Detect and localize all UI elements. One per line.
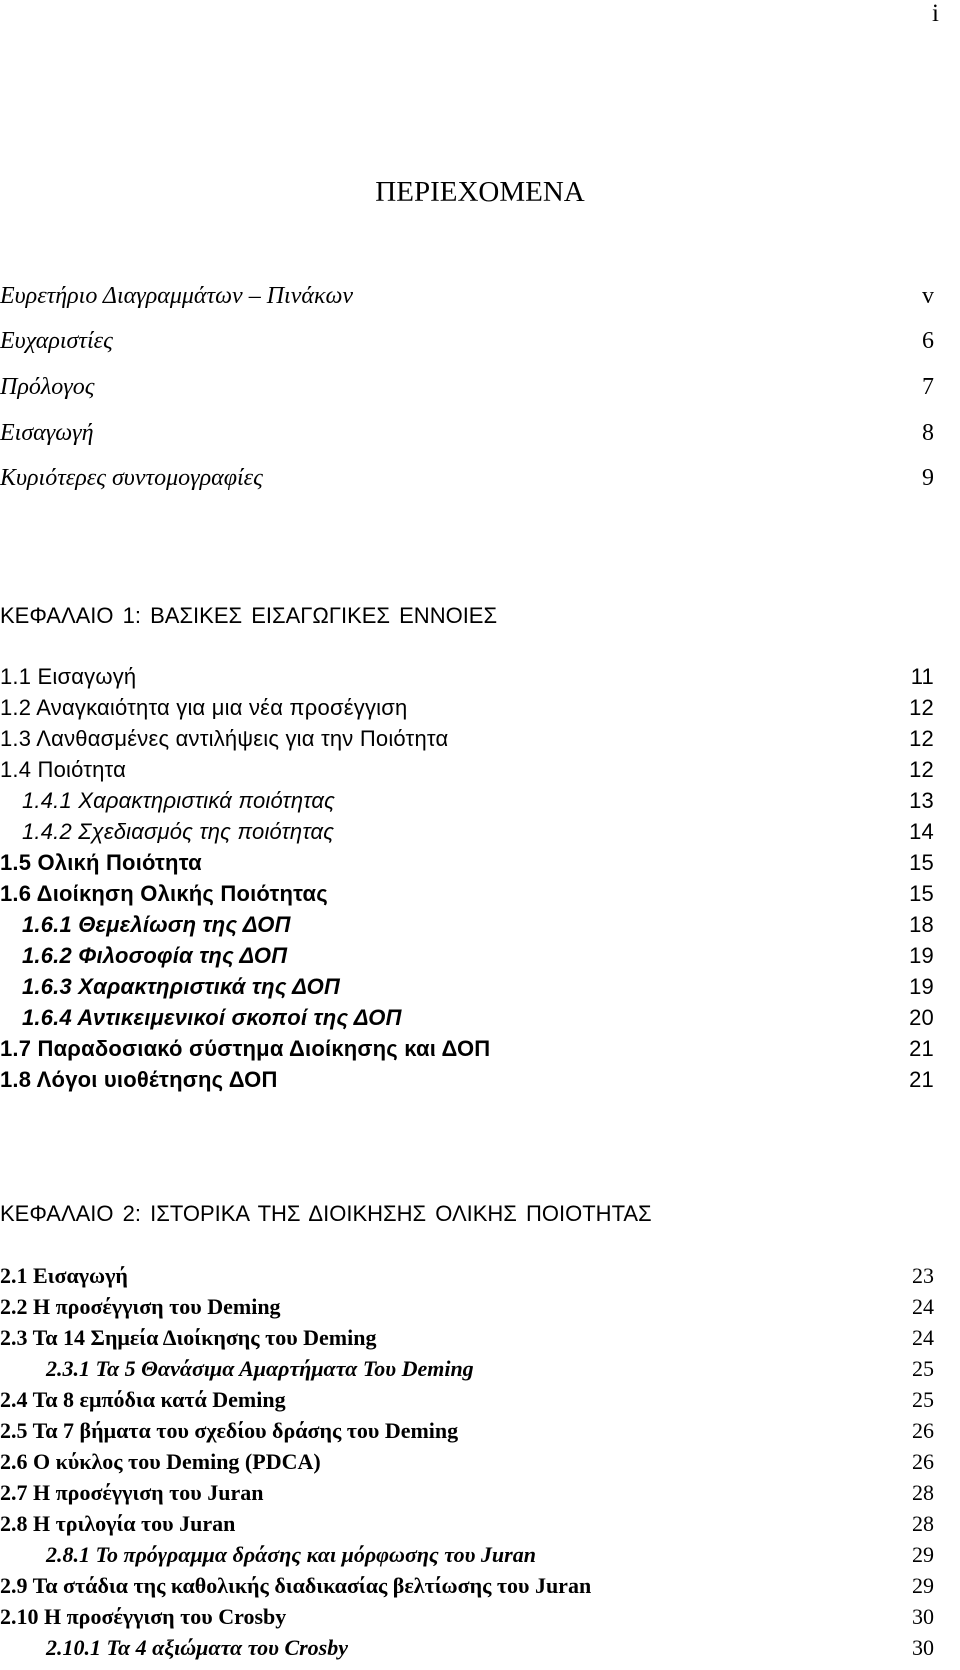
toc-entry-label: 2.8.1 Το πρόγραμμα δράσης και μόρφωσης του Juran <box>46 1542 536 1567</box>
toc-entry-1-1[interactable] <box>0 664 934 692</box>
toc-entry-label: 2.9 Τα στάδια της καθολικής διαδικασίας βελτίωσης του Juran <box>0 1573 592 1598</box>
toc-entry-label: 1.4 Ποιότητα <box>0 757 127 782</box>
toc-entry-2-5[interactable] <box>0 1418 934 1446</box>
toc-entry-label: 2.1 Εισαγωγή <box>0 1263 128 1288</box>
toc-entry-page: 26 <box>912 1449 934 1474</box>
toc-entry-1-7[interactable] <box>0 1036 934 1064</box>
toc-entry-label: 1.1 Εισαγωγή <box>0 664 137 689</box>
toc-entry-label: 2.4 Τα 8 εμπόδια κατά Deming <box>0 1387 286 1412</box>
toc-entry-2-1[interactable] <box>0 1263 934 1291</box>
toc-entry-page: v <box>922 283 934 309</box>
toc-entry-page: 19 <box>909 943 934 968</box>
toc-entry-abbreviations[interactable] <box>0 465 934 495</box>
toc-entry-label: 2.2 Η προσέγγιση του Deming <box>0 1294 281 1319</box>
toc-entry-label: 1.6.3 Χαρακτηριστικά της ΔΟΠ <box>22 974 340 999</box>
toc-entry-page: 25 <box>912 1356 934 1381</box>
toc-entry-2-3[interactable] <box>0 1325 934 1353</box>
toc-entry-label: 1.6.2 Φιλοσοφία της ΔΟΠ <box>22 943 288 968</box>
toc-entry-preface[interactable] <box>0 374 934 404</box>
chapter-1-heading: ΚΕΦΑΛΑΙΟ 1: ΒΑΣΙΚΕΣ ΕΙΣΑΓΩΓΙΚΕΣ ΕΝΝΟΙΕΣ <box>0 603 498 628</box>
toc-entry-page: 6 <box>922 328 934 354</box>
toc-entry-page: 21 <box>909 1067 934 1092</box>
toc-entry-label: 1.7 Παραδοσιακό σύστημα Διοίκησης και ΔΟΠ <box>0 1036 491 1061</box>
toc-entry-page: 25 <box>912 1387 934 1412</box>
toc-entry-1-6-1[interactable] <box>0 912 934 940</box>
toc-entry-page: 29 <box>912 1573 934 1598</box>
page-number: i <box>932 0 939 27</box>
toc-entry-page: 11 <box>910 664 934 689</box>
toc-entry-page: 20 <box>909 1005 934 1030</box>
toc-entry-label: Κυριότερες συντομογραφίες <box>0 465 263 491</box>
toc-entry-index-of-figures[interactable] <box>0 283 934 313</box>
toc-entry-1-8[interactable] <box>0 1067 934 1095</box>
toc-entry-label: 1.6.1 Θεμελίωση της ΔΟΠ <box>22 912 291 937</box>
toc-entry-page: 28 <box>912 1480 934 1505</box>
toc-entry-2-8-1[interactable] <box>0 1542 934 1570</box>
toc-entry-1-6-3[interactable] <box>0 974 934 1002</box>
toc-entry-page: 19 <box>909 974 934 999</box>
toc-entry-label: 1.4.2 Σχεδιασμός της ποιότητας <box>22 819 335 844</box>
toc-entry-label: 2.8 Η τριλογία του Juran <box>0 1511 236 1536</box>
toc-entry-introduction[interactable] <box>0 420 934 450</box>
toc-entry-2-2[interactable] <box>0 1294 934 1322</box>
toc-entry-page: 23 <box>912 1263 934 1288</box>
toc-entry-page: 9 <box>922 465 934 491</box>
toc-entry-2-8[interactable] <box>0 1511 934 1539</box>
toc-entry-page: 18 <box>909 912 934 937</box>
toc-entry-page: 13 <box>909 788 934 813</box>
toc-entry-acknowledgements[interactable] <box>0 328 934 358</box>
chapter-2-heading: ΚΕΦΑΛΑΙΟ 2: ΙΣΤΟΡΙΚΑ ΤΗΣ ΔΙΟΙΚΗΣΗΣ ΟΛΙΚΗΣ ΠΟΙΟΤΗΤΑΣ <box>0 1201 652 1226</box>
toc-entry-page: 24 <box>912 1325 934 1350</box>
toc-entry-1-6-4[interactable] <box>0 1005 934 1033</box>
toc-entry-label: 2.10 Η προσέγγιση του Crosby <box>0 1604 287 1629</box>
toc-entry-label: 2.6 Ο κύκλος του Deming (PDCA) <box>0 1449 321 1474</box>
toc-entry-label: 1.3 Λανθασμένες αντιλήψεις για την Ποιότητα <box>0 726 449 751</box>
toc-entry-page: 8 <box>922 420 934 446</box>
toc-entry-2-9[interactable] <box>0 1573 934 1601</box>
toc-entry-label: 2.5 Τα 7 βήματα του σχεδίου δράσης του Deming <box>0 1418 459 1443</box>
toc-entry-1-4[interactable] <box>0 757 934 785</box>
toc-entry-1-6[interactable] <box>0 881 934 909</box>
toc-entry-label: 1.5 Ολική Ποιότητα <box>0 850 202 875</box>
toc-entry-2-10[interactable] <box>0 1604 934 1632</box>
toc-entry-2-7[interactable] <box>0 1480 934 1508</box>
toc-entry-1-6-2[interactable] <box>0 943 934 971</box>
toc-entry-2-4[interactable] <box>0 1387 934 1415</box>
toc-entry-label: 1.8 Λόγοι υιοθέτησης ΔΟΠ <box>0 1067 278 1092</box>
toc-entry-page: 14 <box>909 819 934 844</box>
toc-entry-page: 15 <box>909 850 934 875</box>
toc-entry-label: 1.2 Αναγκαιότητα για μια νέα προσέγγιση <box>0 695 408 720</box>
toc-entry-page: 12 <box>909 726 934 751</box>
toc-title: ΠΕΡΙΕΧΟΜΕΝΑ <box>375 176 585 208</box>
toc-entry-page: 30 <box>912 1604 934 1629</box>
toc-entry-label: 2.3.1 Τα 5 Θανάσιμα Αμαρτήματα Του Deming <box>46 1356 474 1381</box>
toc-entry-2-10-1[interactable] <box>0 1635 934 1663</box>
toc-entry-label: 1.6.4 Αντικειμενικοί σκοποί της ΔΟΠ <box>22 1005 402 1030</box>
toc-entry-1-4-2[interactable] <box>0 819 934 847</box>
toc-entry-page: 15 <box>909 881 934 906</box>
toc-entry-page: 7 <box>922 374 934 400</box>
toc-entry-page: 26 <box>912 1418 934 1443</box>
toc-entry-page: 24 <box>912 1294 934 1319</box>
toc-entry-page: 28 <box>912 1511 934 1536</box>
toc-entry-label: 2.10.1 Τα 4 αξιώματα του Crosby <box>46 1635 349 1660</box>
toc-entry-page: 29 <box>912 1542 934 1567</box>
toc-entry-page: 30 <box>912 1635 934 1660</box>
toc-entry-label: 1.4.1 Χαρακτηριστικά ποιότητας <box>22 788 336 813</box>
toc-entry-1-3[interactable] <box>0 726 934 754</box>
toc-entry-page: 12 <box>909 757 934 782</box>
toc-entry-label: 1.6 Διοίκηση Ολικής Ποιότητας <box>0 881 328 906</box>
toc-entry-1-5[interactable] <box>0 850 934 878</box>
toc-entry-1-2[interactable] <box>0 695 934 723</box>
toc-entry-1-4-1[interactable] <box>0 788 934 816</box>
toc-entry-label: Ευρετήριο Διαγραμμάτων – Πινάκων <box>0 283 354 309</box>
toc-entry-2-3-1[interactable] <box>0 1356 934 1384</box>
toc-entry-label: 2.7 Η προσέγγιση του Juran <box>0 1480 264 1505</box>
toc-entry-label: 2.3 Τα 14 Σημεία Διοίκησης του Deming <box>0 1325 377 1350</box>
toc-entry-label: Εισαγωγή <box>0 420 94 446</box>
toc-entry-page: 12 <box>909 695 934 720</box>
toc-entry-page: 21 <box>909 1036 934 1061</box>
toc-entry-2-6[interactable] <box>0 1449 934 1477</box>
toc-entry-label: Ευχαριστίες <box>0 328 113 354</box>
toc-entry-label: Πρόλογος <box>0 374 95 400</box>
